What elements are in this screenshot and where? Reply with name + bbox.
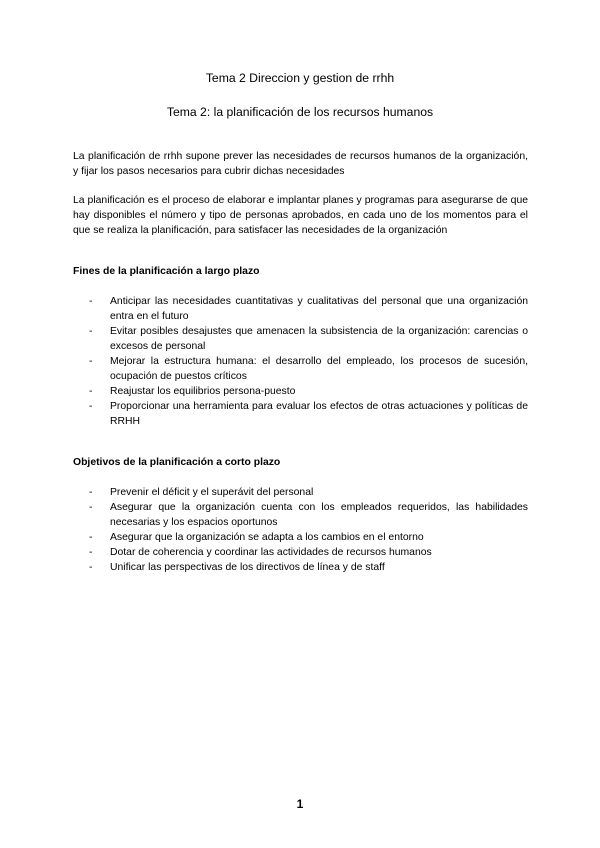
- list-item: [73, 294, 528, 324]
- bullet-dash: -: [89, 562, 93, 573]
- intro-paragraph: La planificación de rrhh supone prever las necesidades de recursos humanos de la organización, y fijar los pasos necesarios para cubrir dichas necesidades: [73, 151, 528, 177]
- list-item: [73, 545, 528, 560]
- list-item-text: Mejorar la estructura humana: el desarrollo del empleado, los procesos de sucesión, ocupación de puestos críticos: [110, 356, 528, 382]
- list-item-text: Evitar posibles desajustes que amenacen la subsistencia de la organización: carencias o excesos de personal: [110, 326, 528, 352]
- section-heading-short-term: Objetivos de la planificación a corto plazo: [73, 457, 281, 468]
- list-item-text: Dotar de coherencia y coordinar las actividades de recursos humanos: [110, 547, 432, 558]
- list-item: [73, 500, 528, 530]
- list-item: [73, 384, 528, 399]
- list-item: [73, 485, 528, 500]
- long-term-list: [73, 294, 528, 429]
- list-item: [73, 354, 528, 384]
- list-item: [73, 560, 528, 575]
- section-heading-long-term: Fines de la planificación a largo plazo: [73, 266, 260, 277]
- list-item-text: Anticipar las necesidades cuantitativas y cualitativas del personal que una organización entra en el futuro: [110, 296, 528, 322]
- list-item: [73, 399, 528, 429]
- list-item: [73, 324, 528, 354]
- bullet-dash: -: [89, 296, 93, 307]
- definition-paragraph: La planificación es el proceso de elaborar e implantar planes y programas para asegurarse de que hay disponibles el número y tipo de personas aprobados, en cada uno de los momentos para el que se realiza la planificación, para satisfacer las necesidades de la organización: [73, 195, 528, 236]
- bullet-dash: -: [89, 487, 93, 498]
- list-item-text: Asegurar que la organización se adapta a los cambios en el entorno: [110, 532, 424, 543]
- list-item-text: Proporcionar una herramienta para evaluar los efectos de otras actuaciones y políticas de RRHH: [110, 401, 528, 427]
- document-title: Tema 2 Direccion y gestion de rrhh: [205, 71, 395, 85]
- list-item-text: Unificar las perspectivas de los directivos de línea y de staff: [110, 562, 385, 573]
- bullet-dash: -: [89, 532, 93, 543]
- list-item-text: Reajustar los equilibrios persona-puesto: [110, 386, 296, 397]
- list-item-text: Prevenir el déficit y el superávit del personal: [110, 487, 314, 498]
- document-subtitle: Tema 2: la planificación de los recursos humanos: [166, 105, 434, 119]
- bullet-dash: -: [89, 326, 93, 337]
- list-item: [73, 530, 528, 545]
- page-number: 1: [296, 797, 304, 811]
- bullet-dash: -: [89, 386, 93, 397]
- bullet-dash: -: [89, 356, 93, 367]
- bullet-dash: -: [89, 502, 93, 513]
- list-item-text: Asegurar que la organización cuenta con los empleados requeridos, las habilidades necesarias y los espacios oportunos: [110, 502, 528, 528]
- short-term-list: [73, 485, 528, 575]
- bullet-dash: -: [89, 401, 93, 412]
- bullet-dash: -: [89, 547, 93, 558]
